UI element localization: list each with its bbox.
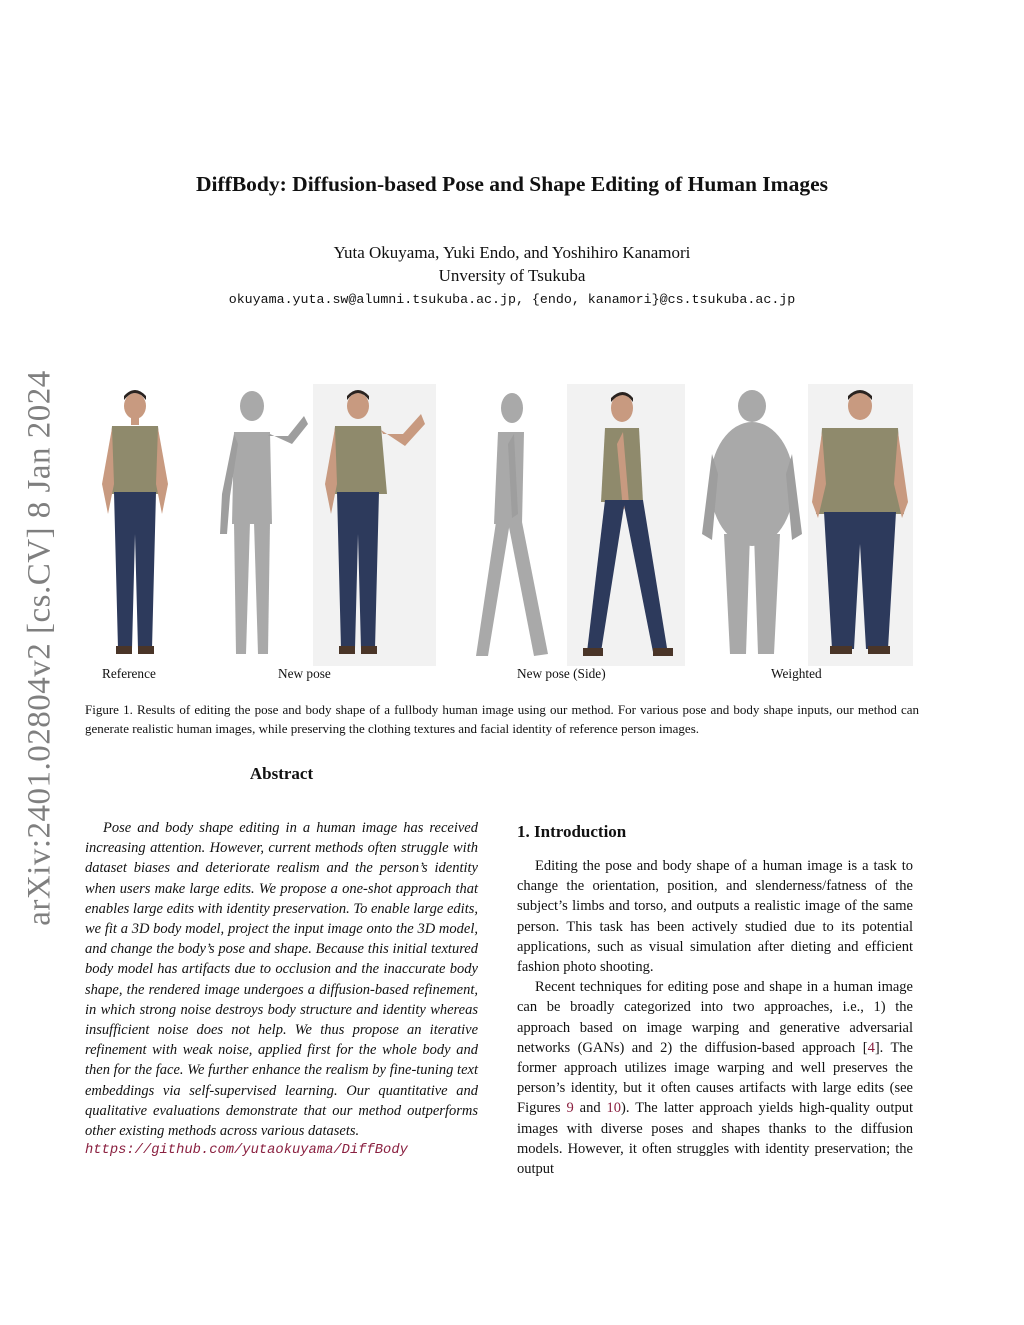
abstract-paragraph: Pose and body shape editing in a human image has received increasing attention. However, current methods often struggle with dataset biases and deteriorate realism and the person’s identity when users make large edits. We propose a one-shot approach that enables large edits with identity preservation. To enable large edits, we fit a 3D body model, project the input image onto the 3D model, and change the body’s pose and shape. Because this initial textured body model has artifacts due to occlusion and the inaccurate body shape, the rendered image undergoes a diffusion-based refinement, in which strong noise destroys body structure and identity whereas insufficient noise does not help. We thus propose an iterative refinement with weak noise, applied first for the whole body and then for the face. We further enhance the realism by fine-tuning text embeddings via self-supervised learning. Our quantitative and qualitative evaluations demonstrate that our method outperforms other existing methods across various datasets. [85, 820, 478, 1140]
mesh-side-pose [452, 384, 564, 666]
author-block [0, 241, 1024, 287]
project-link[interactable]: https://github.com/yutaokuyama/DiffBody [85, 1143, 408, 1159]
intro-paragraph-2 [517, 977, 913, 1179]
figure-label-weighted: Weighted [771, 666, 822, 681]
figure-ref-link[interactable]: 9 [566, 1100, 574, 1117]
paper-title: DiffBody: Diffusion-based Pose and Shape Editing of Human Images [196, 172, 828, 196]
intro-text: ). The latter approach yields high-quality output images with diverse poses and shapes thanks to the diffusion models. However, it often struggles with identity preservation; the output [517, 1100, 913, 1178]
intro-text: ]. The former approach utilizes image warping and well preserves the person’s identity, but it often causes artifacts with large edits (see Figures [517, 1039, 913, 1117]
abstract-text [85, 818, 478, 1161]
figure-label-new-pose: New pose [278, 666, 331, 681]
photo-new-pose [313, 384, 436, 666]
reference-photo [90, 384, 178, 666]
intro-text: and [573, 1100, 607, 1117]
section-heading-introduction: 1. Introduction [517, 822, 627, 841]
arxiv-stamp-text: arXiv:2401.02804v2 [cs.CV] 8 Jan 2024 [21, 370, 58, 926]
abstract-heading: Abstract [249, 764, 314, 783]
intro-paragraph-1: Editing the pose and body shape of a human image is a task to change the orientation, position, and slenderness/fatness of the subject’s limbs and torso, and outputs a realistic image of the same person. This task has been actively studied due to its potential applications, such as visual simulation after dieting and efficient fashion photo shooting. [517, 858, 913, 976]
citation-link[interactable]: 4 [867, 1039, 875, 1056]
intro-text: Recent techniques for editing pose and shape in a human image can be broadly categorized into two approaches, i.e., 1) the approach based on image warping and generative adversarial networks (GANs) and 2) the diffusion-based approach [ [517, 979, 913, 1056]
author-names: Yuta Okuyama, Yuki Endo, and Yoshihiro Kanamori [333, 243, 691, 262]
mesh-weighted [698, 384, 806, 666]
figure-label-new-pose-side: New pose (Side) [517, 666, 606, 681]
photo-weighted [808, 384, 913, 666]
mesh-new-pose [200, 384, 312, 666]
figure-label-reference: Reference [102, 666, 156, 681]
affiliation: Unversity of Tsukuba [438, 266, 586, 285]
author-emails: okuyama.yuta.sw@alumni.tsukuba.ac.jp, {endo, kanamori}@cs.tsukuba.ac.jp [228, 292, 796, 307]
figure-1 [0, 384, 1024, 686]
figure-ref-link[interactable]: 10 [606, 1100, 622, 1117]
photo-side-pose [567, 384, 685, 666]
introduction-body [517, 856, 913, 1179]
figure-caption: Figure 1. Results of editing the pose and body shape of a fullbody human image using our method. For various pose and body shape inputs, our method can generate realistic human images, while preserving the clothing textures and facial identity of reference person images. [85, 702, 919, 736]
